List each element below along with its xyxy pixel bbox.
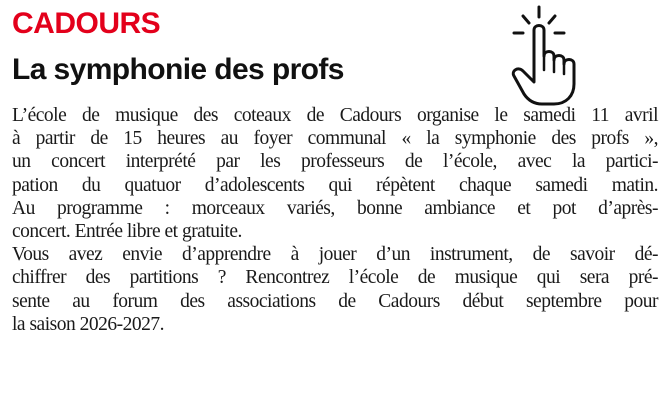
article-headline: La symphonie des profs <box>12 53 344 86</box>
section-kicker: CADOURS <box>12 7 161 40</box>
body-line: sente au forum des associations de Cadours début septembre pour <box>12 290 658 312</box>
body-line: concert. Entrée libre et gratuite. <box>12 221 242 243</box>
pointing-hand-click-icon <box>506 4 598 108</box>
body-line: Vous avez envie d’apprendre à jouer d’un instrument, de savoir dé- <box>12 244 658 266</box>
body-line: chiffrer des partitions ? Rencontrez l’école de musique qui sera pré- <box>12 267 658 289</box>
body-line: la saison 2026-2027. <box>12 313 164 335</box>
body-line: à partir de 15 heures au foyer communal « la symphonie des profs », <box>12 128 658 150</box>
body-line: L’école de musique des coteaux de Cadours organise le samedi 11 avril <box>12 105 658 126</box>
body-line: un concert interprété par les professeurs de l’école, avec la partici- <box>12 151 658 173</box>
article-body <box>12 104 662 336</box>
body-line: Au programme : morceaux variés, bonne ambiance et pot d’après- <box>12 197 658 219</box>
body-line: pation du quatuor d’adolescents qui répètent chaque samedi matin. <box>12 174 658 196</box>
